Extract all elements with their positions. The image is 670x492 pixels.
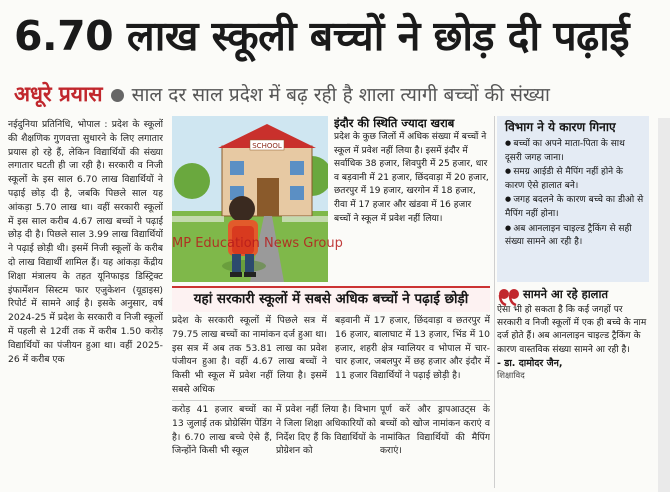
indore-title: इंदौर की स्थिति ज्यादा खराब [334, 116, 455, 130]
reasons-list [497, 137, 649, 250]
article-column-1 [8, 118, 163, 488]
reasons-title: विभाग ने ये कारण गिनाए [505, 120, 616, 134]
bottom-text-2: में प्रवेश नहीं लिया है। विभाग ने जिला शिक्षा अधिकारियों को निर्देश दिए हैं कि विद्यार्थियों के प्रोग्रेशन को [276, 404, 376, 457]
column-divider [494, 116, 495, 488]
bullet-dot-icon [111, 89, 124, 102]
article-text-1: नईदुनिया प्रतिनिधि, भोपाल : प्रदेश के स्कूलों की शैक्षणिक गुणवत्ता सुधारने के लिए लगातार प्रयास हो रहे हैं, लेकिन विद्यार्थियों की संख्या लगातार घटती ही जा रही है। सरकारी व निजी स्कूलों के इस साल 6.70 लाख विद्यार्थियों ने पढ़ाई छोड़ दी है, जबकि पिछले साल यह आंकड़ा 5.70 लाख था। वहीं सरकारी स्कूलों में इस साल करीब 4.67 लाख बच्चों ने पढ़ाई छोड़ दी है। पिछले साल 3.99 लाख विद्यार्थियों ने पढ़ाई छोड़ी थी। इसमें निजी स्कूलों के करीब दो लाख विद्यार्थी शामिल हैं। यह आंकड़ा केंद्रीय शिक्षा मंत्रालय के तहत यूनिफाइड डिस्ट्रिक्ट इंफार्मेशन सिस्टम फार एजुकेशन (यूडाइस) रिपोर्ट में सामने आई है। इसके अनुसार, वर्ष 2024-25 में प्रदेश के सरकारी व निजी स्कूलों में पहली से 12वीं तक में करीब 1.50 करोड़ विद्यार्थियों का पंजीयन हुआ था। वहीं 2025-26 में करीब एक [8, 119, 163, 365]
adjacent-article-edge [658, 118, 670, 492]
quote-body [497, 304, 647, 383]
divider [172, 400, 490, 401]
mid-left-text: प्रदेश के सरकारी स्कूलों में पिछले सत्र में 79.75 लाख बच्चों का नामांकन दर्ज हुआ था। इस सत्र में अब तक 53.81 लाख का प्रवेश पंजीयन हुआ है। वहीं 4.67 लाख बच्चों ने किसी भी स्कूल में प्रवेश नहीं लिया है। इसमें सबसे अधिक [172, 315, 327, 395]
watermark: MP Education News Group [172, 236, 343, 251]
reasons-box [497, 116, 649, 282]
quote-role: शिक्षाविद [497, 371, 525, 382]
kicker-label: अधूरे प्रयास [14, 82, 103, 106]
article-photo [172, 116, 328, 282]
list-item: ● अब आनलाइन चाइल्ड ट्रैकिंग से सही संख्या सामने आ रही है। [505, 222, 644, 250]
kicker-text: साल दर साल प्रदेश में बढ़ रही है शाला त्यागी बच्चों की संख्या [131, 84, 550, 106]
list-item: ● बच्चों का अपने माता-पिता के साथ दूसरी जगह जाना। [505, 137, 644, 165]
indore-section [334, 116, 490, 286]
quote-text: ऐसा भी हो सकता है कि कई जगहों पर सरकारी व निजी स्कूलों में एक ही बच्चे के नाम दर्ज होते हैं। अब आनलाइन चाइल्ड ट्रैकिंग के कारण वास्तविक संख्या सामने आ रही है। [497, 305, 647, 355]
mid-right-text: बड़वानी में 17 हजार, छिंदवाड़ा व छतरपुर में 16 हजार, बालाघाट में 13 हजार, भिंड में 10 हजार, शहरी क्षेत्र ग्वालियर व भोपाल में चार-चार हजार, जबलपुर में छह हजार और इंदौर में 11 हजार विद्यार्थियों ने पढ़ाई छोड़ी है। [335, 315, 490, 382]
kicker [14, 74, 659, 114]
bottom-text-3: पूर्ण करें और ड्रापआउट्स के बच्चों को खोज नामांकन कराएं व नामांकित विद्यार्थियों की मैपिंग कराएं। [380, 404, 490, 457]
quote-title: सामने आ रहे हालात [523, 287, 609, 301]
sub-heading: यहां सरकारी स्कूलों में सबसे अधिक बच्चों ने पढ़ाई छोड़ी [172, 286, 490, 312]
indore-text: प्रदेश के कुछ जिलों में अधिक संख्या में बच्चों ने स्कूल में प्रवेश नहीं लिया है। इसमें इंदौर में सर्वाधिक 38 हजार, शिवपुरी में 25 हजार, धार व बड़वानी में 21 हजार, छिंदवाड़ा में 20 हजार, छतरपुर में 19 हजार, खरगोन में 18 हजार, रीवा में 17 हजार और खंडवा में 16 हजार बच्चों ने स्कूल में प्रवेश नहीं लिया। [334, 132, 489, 224]
quote-author: - डा. दामोदर जैन, [497, 357, 563, 369]
list-item: ● समग्र आईडी से मैपिंग नहीं होने के कारण ऐसे हालात बने। [505, 165, 644, 193]
list-item: ● जगह बदलने के कारण बच्चे का डीओ से मैपिंग नहीं होना। [505, 193, 644, 221]
quote-box [497, 286, 649, 398]
school-sign: SCHOOL [252, 142, 282, 150]
bottom-text-1: करोड़ 41 हजार बच्चों का 13 जुलाई तक प्रोग्रेसिंग पेंडिंग है। 6.70 लाख बच्चे ऐसे हैं, जिन्होंने किसी भी स्कूल [172, 404, 272, 457]
headline: 6.70 लाख स्कूली बच्चों ने छोड़ दी पढ़ाई [14, 12, 629, 60]
